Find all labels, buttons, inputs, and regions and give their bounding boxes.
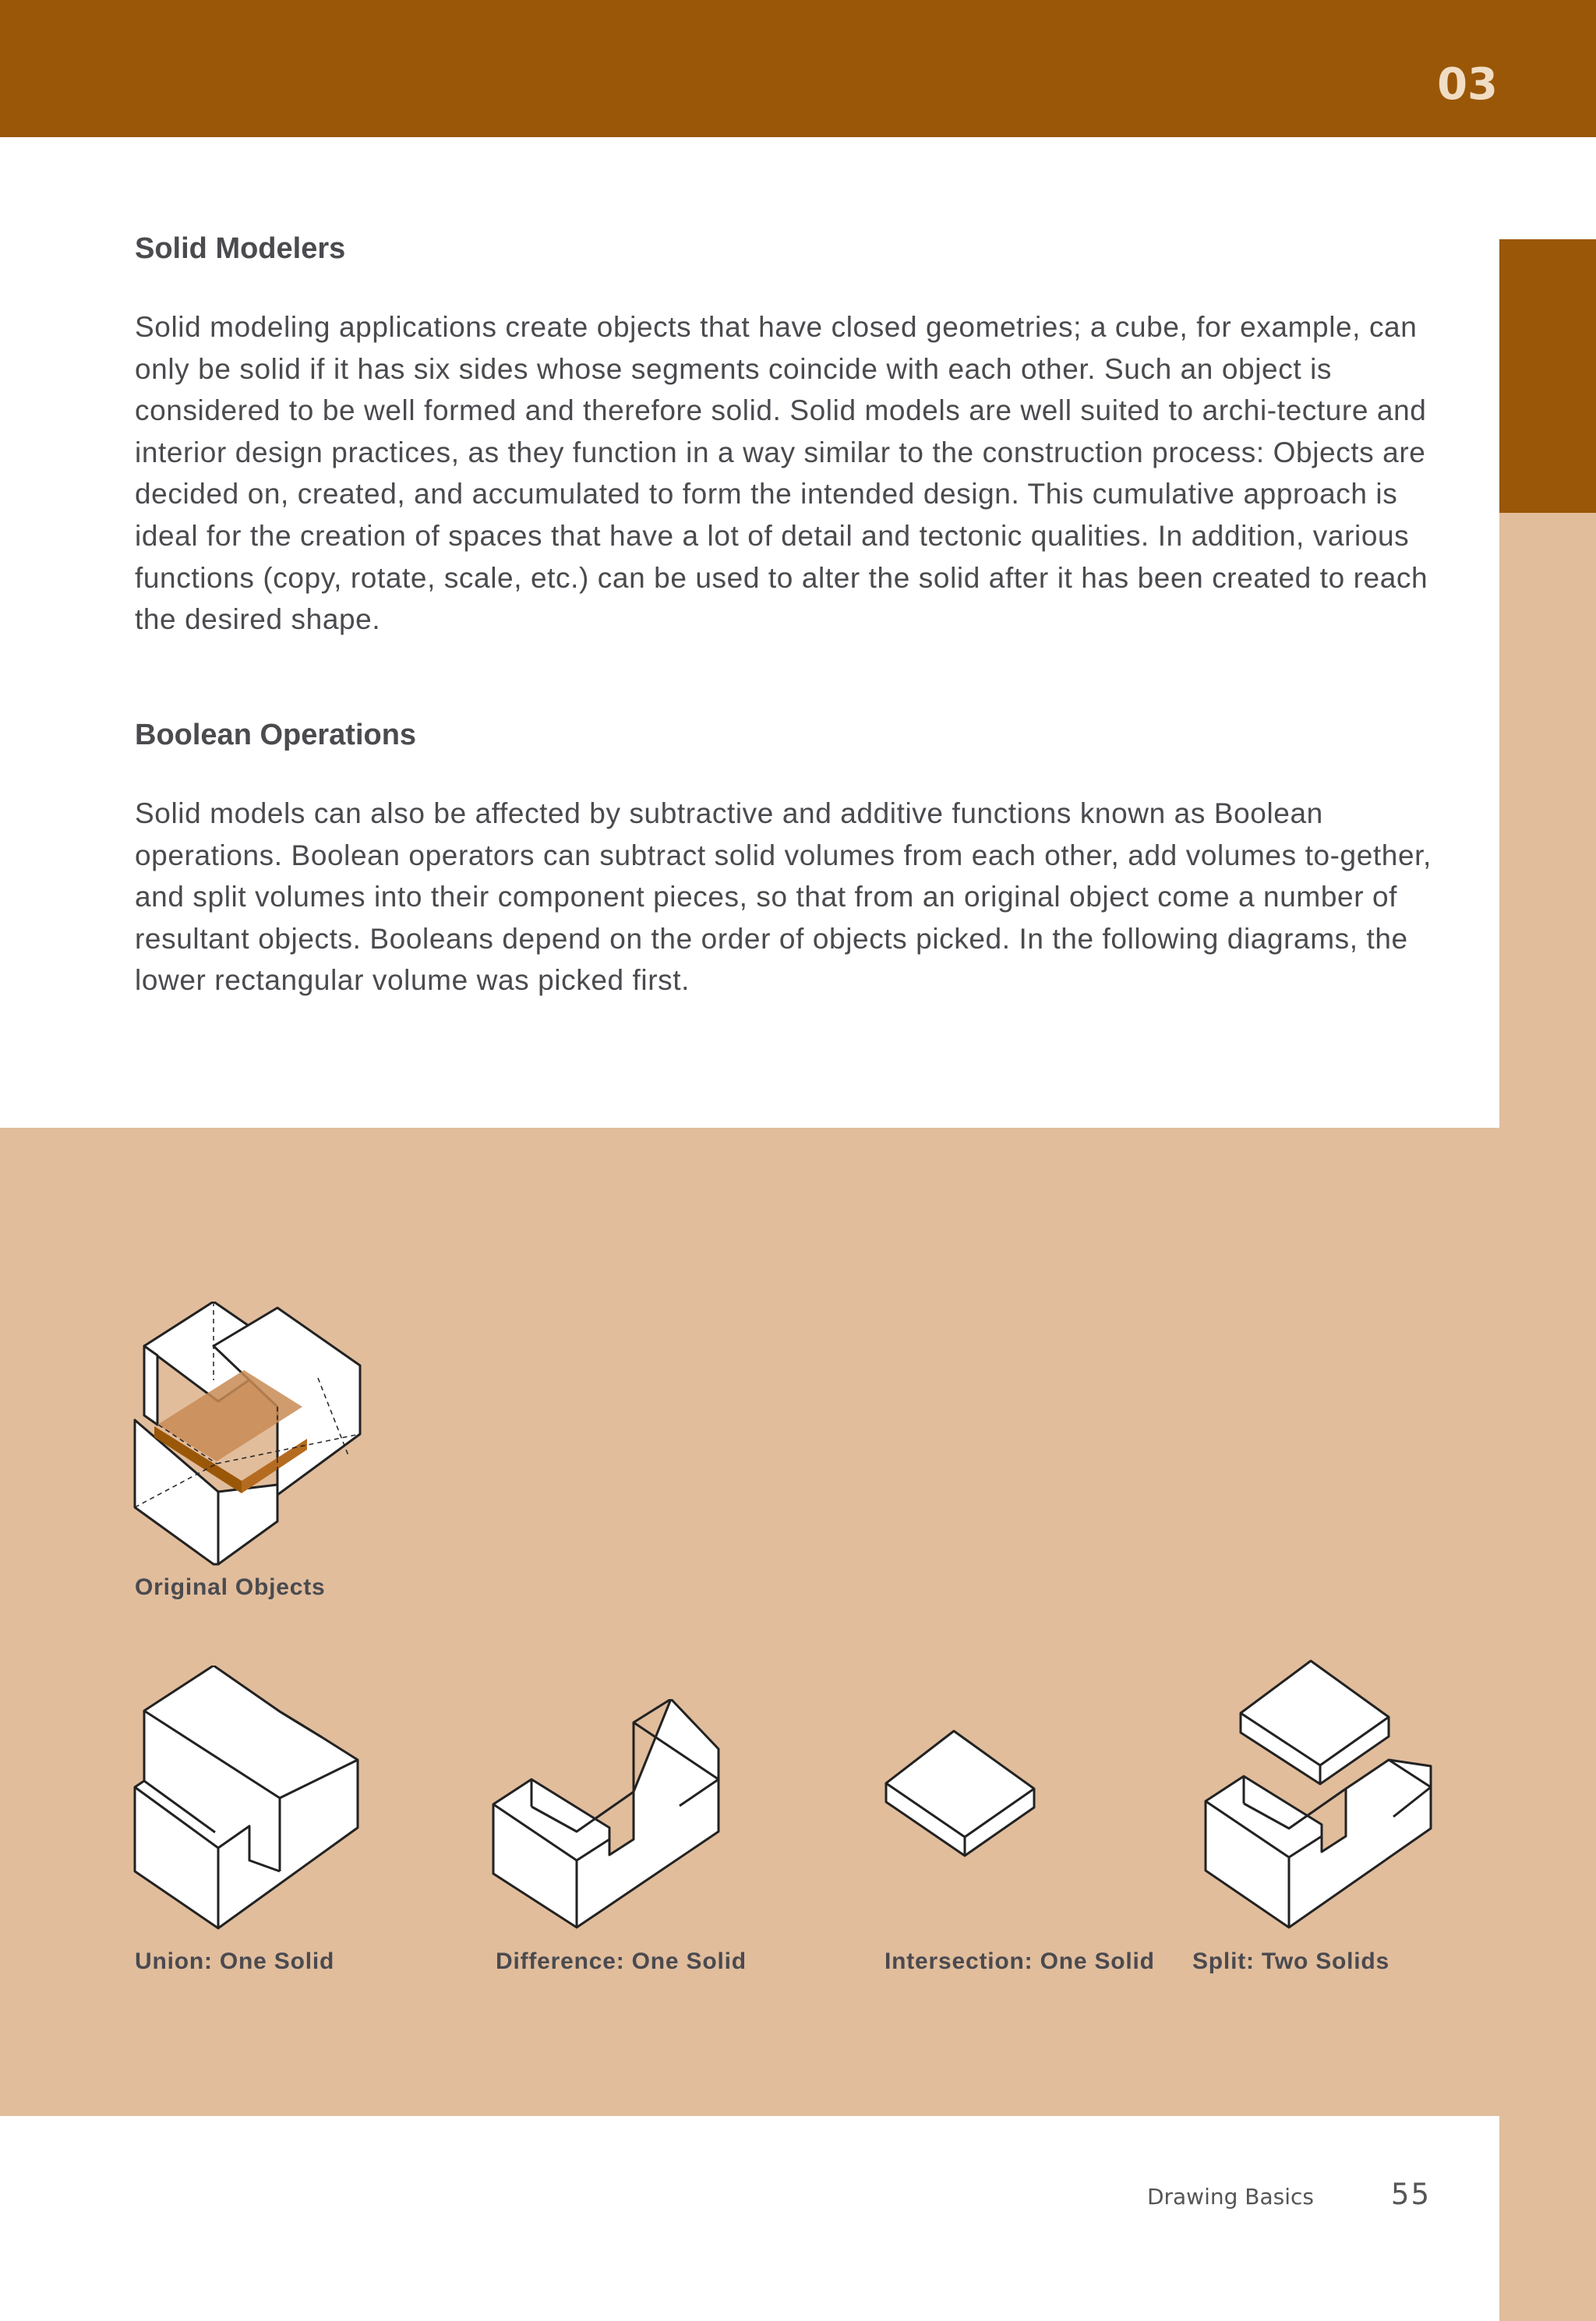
original-objects-diagram [131,1302,366,1567]
split-diagram [1202,1659,1437,1931]
caption-difference: Difference: One Solid [496,1948,747,1974]
caption-intersection: Intersection: One Solid [885,1948,1155,1974]
chapter-number: 03 [1437,59,1498,110]
union-diagram [131,1666,366,1931]
caption-split: Split: Two Solids [1192,1948,1390,1974]
header-band [0,0,1596,137]
caption-original-objects: Original Objects [135,1574,326,1600]
heading-solid-modelers: Solid Modelers [135,232,346,265]
footer-section-title: Drawing Basics [1146,2184,1314,2210]
intersection-diagram [882,1729,1040,1861]
side-tab-dark [1499,239,1596,513]
heading-boolean-operations: Boolean Operations [135,719,417,751]
caption-union: Union: One Solid [135,1948,335,1974]
footer-page-number: 55 [1390,2178,1431,2211]
difference-diagram [489,1699,725,1933]
body-solid-modelers: Solid modeling applications create objects that have closed geometries; a cube, for example, can only be solid if it has six sides whose segments coincide with each other. Such an object is considered to be well formed and therefore solid. Solid models are well suited to archi-tecture and interior design practices, as they function in a way similar to the construction process: Objects are decided on, created, and accumulated to form the intended design. This cumulative approach is ideal for the creation of spaces that have a lot of detail and tectonic qualities. In addition, various functions (copy, rotate, scale, etc.) can be used to alter the solid after it has been created to reach the desired shape. [135,311,1428,636]
side-tab-light [1499,513,1596,2321]
body-boolean-operations: Solid models can also be affected by subtractive and additive functions known as Boolean operations. Boolean operators can subtract solid volumes from each other, add volumes to-gether, and split volumes into their component pieces, so that from an original object come a number of resultant objects. Booleans depend on the order of objects picked. In the following diagrams, the lower rectangular volume was picked first. [135,797,1432,997]
